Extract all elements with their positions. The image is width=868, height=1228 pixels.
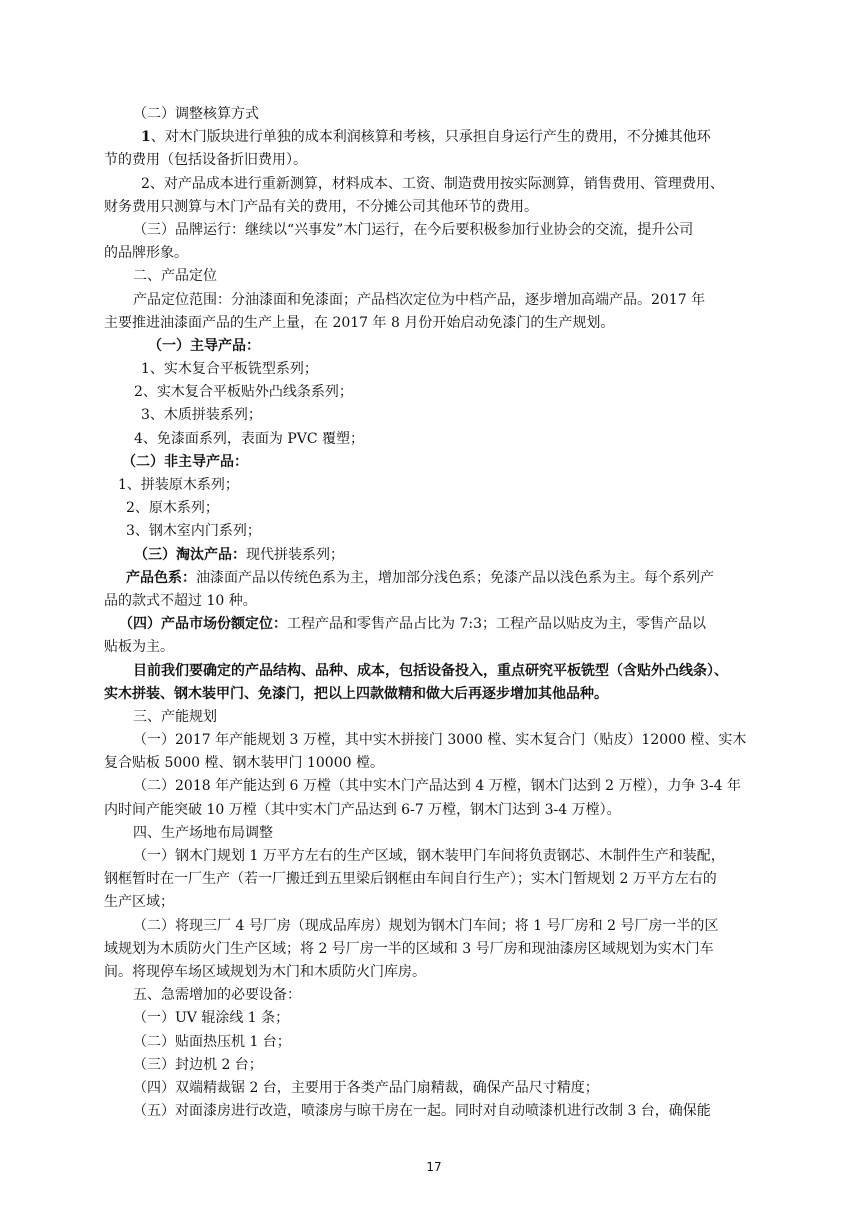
paragraph-text: 、对木门版块进行单独的成本利润核算和考核，只承担自身运行产生的费用，不分摊其他环	[150, 129, 711, 146]
paragraph-line: 复合贴板 5000 樘、钢木装甲门 10000 樘。	[104, 755, 384, 772]
list-item: 1、实木复合平板铣型系列；	[141, 361, 318, 378]
section-heading: 五、急需增加的必要设备：	[133, 987, 301, 1004]
section-heading: （二）调整核算方式	[133, 106, 259, 122]
list-item: 1、拼装原木系列；	[118, 477, 239, 493]
paragraph-line: （三）品牌运行：继续以“兴事发”木门运行，在今后要积极参加行业协会的交流，提升公司	[133, 221, 694, 238]
list-item: （二）贴面热压机 1 台；	[133, 1033, 291, 1050]
page-number: 17	[426, 1160, 442, 1174]
paragraph-line: 间。将现停车场区域规划为木门和木质防火门库房。	[104, 963, 426, 980]
list-item: （三）封边机 2 台；	[133, 1056, 263, 1073]
paragraph-line: 2、对产品成本进行重新测算，材料成本、工资、制造费用按实际测算，销售费用、管理费用、	[141, 175, 724, 192]
section-heading: 三、产能规划	[133, 708, 217, 725]
bold-label: （四）产品市场份额定位：	[119, 616, 287, 633]
subsection-heading: （一）主导产品：	[148, 337, 260, 354]
paragraph-line: （一）2017 年产能规划 3 万樘，其中实木拼接门 3000 樘、实木复合门（贴皮）12000 樘、实木	[133, 732, 747, 749]
list-number: 1	[141, 129, 151, 146]
bold-label: 产品色系：	[126, 569, 196, 586]
paragraph-line: 内时间产能突破 10 万樘（其中实木门产品达到 6-7 万樘，钢木门达到 3-4 万樘）。	[104, 801, 621, 818]
bold-label: （三）淘汰产品：	[134, 546, 246, 563]
paragraph-line: 域规划为木质防火门生产区域；将 2 号厂房一半的区域和 3 号厂房和现油漆房区域规划为实木门车	[104, 940, 714, 957]
paragraph-line	[104, 544, 768, 567]
paragraph-line: 的品牌形象。	[104, 245, 188, 262]
list-item: （一）UV 辊涂线 1 条；	[133, 1010, 290, 1027]
paragraph-line	[104, 613, 768, 636]
section-heading: 二、产品定位	[133, 268, 217, 285]
paragraph-text: 现代拼装系列；	[246, 546, 344, 563]
paragraph-line: 贴板为主。	[104, 639, 174, 656]
subsection-heading: （二）非主导产品：	[122, 453, 248, 470]
list-item: 4、免漆面系列，表面为 PVC 覆塑；	[134, 430, 365, 447]
paragraph-line: （二）将现三厂 4 号厂房（现成品库房）规划为钢木门车间；将 1 号厂房和 2 号厂房一半的区	[133, 917, 719, 934]
list-item: 3、木质拼装系列；	[141, 407, 262, 424]
paragraph-line	[104, 126, 768, 149]
paragraph-line: 生产区域；	[104, 894, 174, 911]
paragraph-line: 产品定位范围：分油漆面和免漆面；产品档次定位为中档产品，逐步增加高端产品。2017 年	[133, 291, 706, 308]
paragraph-text: 工程产品和零售产品占比为 7:3；工程产品以贴皮为主，零售产品以	[287, 616, 706, 633]
paragraph-line: （一）钢木门规划 1 万平方左右的生产区域，钢木装甲门车间将负责钢芯、木制件生产和装配，	[133, 848, 725, 864]
section-heading: 四、生产场地布局调整	[133, 824, 273, 841]
list-item: 2、原木系列；	[126, 500, 219, 517]
paragraph-line: 钢框暂时在一厂生产（若一厂搬迁到五里梁后钢框由车间自行生产）；实木门暂规划 2 万平方左右的	[104, 871, 717, 888]
paragraph-text: 油漆面产品以传统色系为主，增加部分浅色系；免漆产品以浅色系为主。每个系列产	[196, 569, 714, 586]
emphasis-line: 实木拼装、钢木装甲门、免漆门，把以上四款做精和做大后再逐步增加其他品种。	[104, 685, 608, 702]
paragraph-line: 主要推进油漆面产品的生产上量，在 2017 年 8 月份开始启动免漆门的生产规划。	[104, 314, 615, 331]
list-item: （五）对面漆房进行改造，喷漆房与晾干房在一起。同时对自动喷漆机进行改制 3 台，确保能	[133, 1103, 711, 1120]
paragraph-line: （二）2018 年产能达到 6 万樘（其中实木门产品达到 4 万樘，钢木门达到 2 万樘），力争 3-4 年	[133, 778, 741, 795]
paragraph-line: 节的费用（包括设备折旧费用）。	[104, 152, 307, 169]
list-item: 2、实木复合平板贴外凸线条系列；	[134, 384, 353, 401]
list-item: 3、钢木室内门系列；	[126, 523, 261, 540]
document-body	[104, 103, 768, 1123]
paragraph-line: 品的款式不超过 10 种。	[104, 592, 257, 609]
paragraph-line	[104, 567, 768, 590]
paragraph-line: 财务费用只测算与木门产品有关的费用，不分摊公司其他环节的费用。	[104, 198, 538, 215]
list-item: （四）双端精裁锯 2 台，主要用于各类产品门扇精裁，确保产品尺寸精度；	[133, 1079, 599, 1096]
emphasis-line: 目前我们要确定的产品结构、品种、成本，包括设备投入，重点研究平板铣型（含贴外凸线条）、	[133, 662, 728, 679]
